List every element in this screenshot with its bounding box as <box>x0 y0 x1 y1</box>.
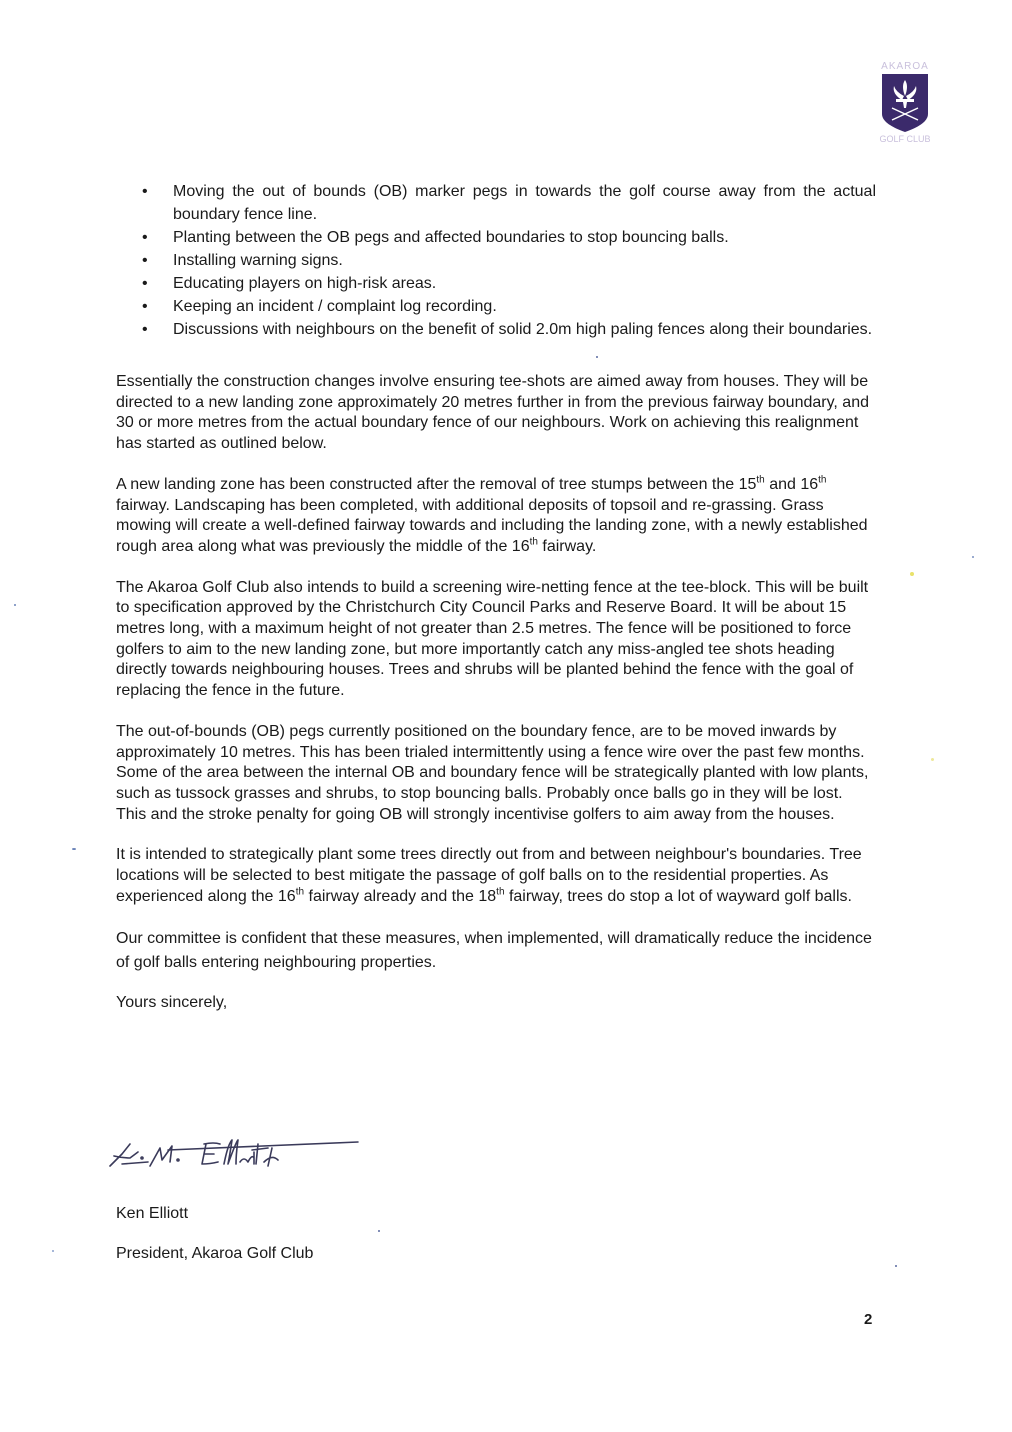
scan-speck <box>52 1250 54 1252</box>
letter-body <box>116 180 876 1015</box>
logo-top-text: AKAROA <box>881 61 929 72</box>
signature <box>108 1134 362 1174</box>
measures-list <box>116 180 876 341</box>
akaroa-golf-club-logo <box>872 58 938 144</box>
closing-salutation: Yours sincerely, <box>116 994 228 1012</box>
list-item: • Moving the out of bounds (OB) marker pegs in towards the golf course away from the actual boundary fence line. <box>116 180 876 226</box>
signature-text: K.M. Elliott <box>108 1173 113 1174</box>
scan-speck <box>378 1230 380 1232</box>
paragraph-committee-confidence: Our committee is confident that these measures, when implemented, will dramatically reduce the incidence of golf balls entering neighbouring properties. <box>116 930 872 972</box>
paragraph-landing-zone: A new landing zone has been constructed after the removal of tree stumps between the 15th and 16th fairway. Landscaping has been completed, with additional deposits of topsoil and re-grassing. Grass mowing will create a well-defined fairway towards and including the landing zone, with a newly established rough area along what was previously the middle of the 16th fairway. <box>116 474 868 555</box>
paragraph-ob-pegs: The out-of-bounds (OB) pegs currently positioned on the boundary fence, are to be moved inwards by approximately 10 metres. This has been trialed intermittently using a fence wire over the past few months. Some of the area between the internal OB and boundary fence will be strategically planted with low plants, such as tussock grasses and shrubs, to stop bouncing balls. Probably once balls go in they will be lost. This and the stroke penalty for going OB will strongly incentivise golfers to aim away from the houses. <box>116 722 869 823</box>
page-number: 2 <box>864 1311 873 1328</box>
scan-speck <box>72 848 76 850</box>
paragraph-screening-fence: The Akaroa Golf Club also intends to build a screening wire-netting fence at the tee-block. This will be built to specification approved by the Christchurch City Council Parks and Reserve Board. It will be about 15 metres long, with a maximum height of not greater than 2.5 metres. The fence will be positioned to force golfers to aim to the new landing zone, but more importantly catch any miss-angled tee shots heading directly towards neighbouring houses. Trees and shrubs will be planted behind the fence with the goal of replacing the fence in the future. <box>116 578 869 700</box>
paragraph-construction-changes: Essentially the construction changes involve ensuring tee-shots are aimed away from houses. They will be directed to a new landing zone approximately 20 metres further in from the previous fairway boundary, and 30 or more metres from the actual boundary fence of our neighbours. Work on achieving this realignment has started as outlined below. <box>116 373 869 453</box>
list-item: • Keeping an incident / complaint log recording. <box>116 295 876 318</box>
signer-title: President, Akaroa Golf Club <box>116 1245 314 1262</box>
scan-speck <box>14 604 16 606</box>
list-item: • Installing warning signs. <box>116 249 876 272</box>
scan-speck <box>931 758 934 761</box>
list-item: • Planting between the OB pegs and affected boundaries to stop bouncing balls. <box>116 226 876 249</box>
scan-speck <box>596 356 598 358</box>
paragraph-tree-planting: It is intended to strategically plant some trees directly out from and between neighbour's boundaries. Tree locations will be selected to best mitigate the passage of golf balls on to the residential properties. As experienced along the 16th fairway already and the 18th fairway, trees do stop a lot of wayward golf balls. <box>116 846 862 905</box>
scan-speck <box>895 1265 897 1267</box>
scan-speck <box>910 572 914 576</box>
scan-speck <box>972 556 974 558</box>
logo-bottom-text: GOLF CLUB <box>879 134 931 144</box>
list-item: • Discussions with neighbours on the benefit of solid 2.0m high paling fences along their boundaries. <box>116 318 876 341</box>
signer-name: Ken Elliott <box>116 1205 189 1222</box>
list-item: • Educating players on high-risk areas. <box>116 272 876 295</box>
